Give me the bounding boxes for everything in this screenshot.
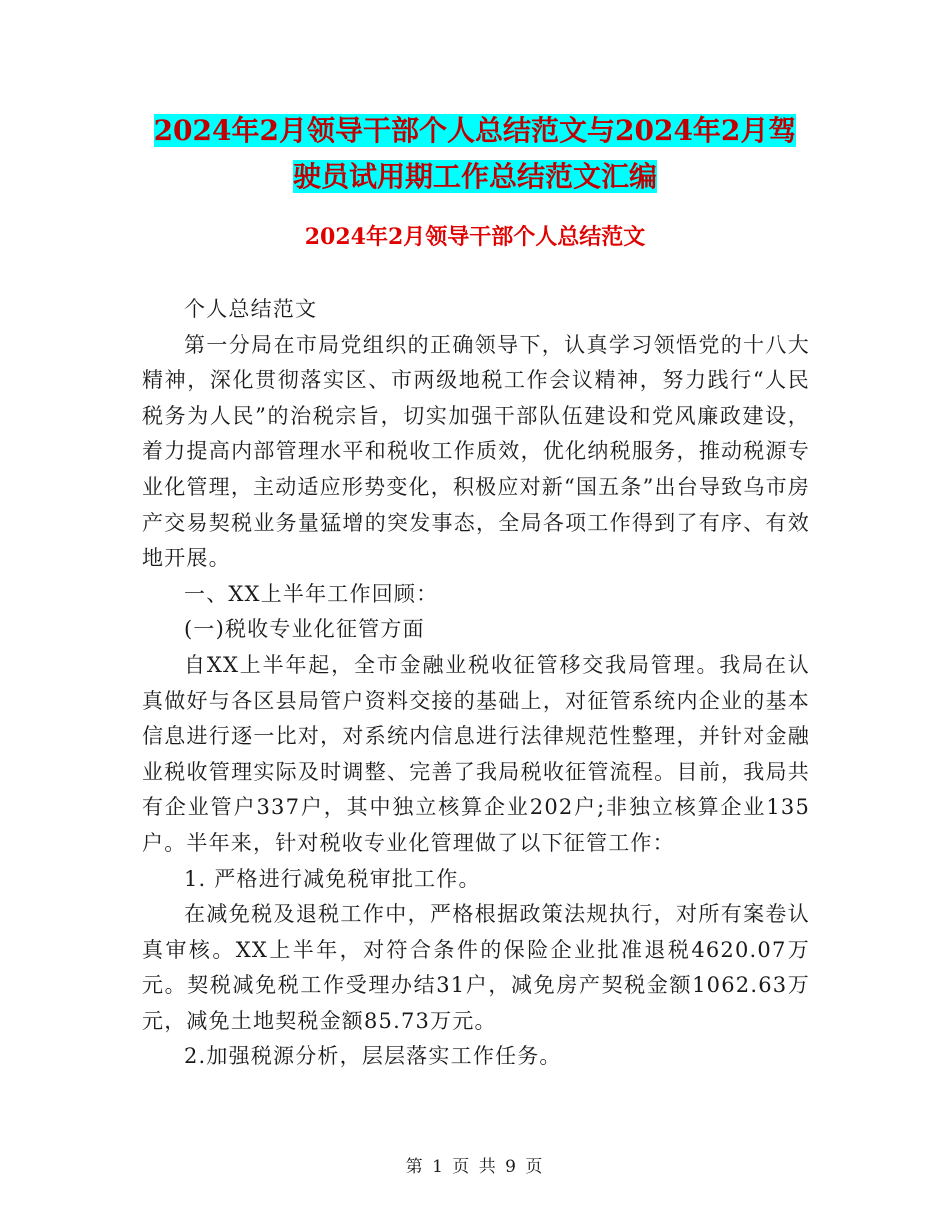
paragraph-list-item: 2.加强税源分析，层层落实工作任务。: [184, 1044, 562, 1069]
paragraph: 第一分局在市局党组织的正确领导下，认真学习领悟党的十八大精神，深化贯彻落实区、市两级地税工作会议精神，努力践行“人民税务为人民”的治税宗旨，切实加强干部队伍建设和党风廉政建设，着力提高内部管理水平和税收工作质效，优化纳税服务，推动税源专业化管理，主动适应形势变化，积极应对新“国五条”出台导致乌市房产交易契税业务量猛增的突发事态，全局各项工作得到了有序、有效地开展。: [142, 332, 810, 571]
paragraph-section-heading: 一、XX上半年工作回顾：: [184, 581, 439, 606]
document-title-highlight: 2024年2月领导干部个人总结范文与2024年2月驾驶员试用期工作总结范文汇编: [153, 114, 797, 193]
paragraph: 自XX上半年起，全市金融业税收征管移交我局管理。我局在认真做好与各区县局管户资料交接的基础上，对征管系统内企业的基本信息进行逐一比对，对系统内信息进行法律规范性整理，并针对金融业税收管理实际及时调整、完善了我局税收征管流程。目前，我局共有企业管户337户，其中独立核算企业202户;非独立核算企业135户。半年来，针对税收专业化管理做了以下征管工作：: [142, 652, 810, 855]
section-title: 2024年2月领导干部个人总结范文: [304, 224, 646, 250]
document-title: [140, 108, 810, 200]
paragraph-heading: 个人总结范文: [184, 297, 318, 321]
paragraph-list-item: 1. 严格进行减免税审批工作。: [184, 866, 481, 891]
document-body: [142, 292, 810, 1075]
page-footer: 第 1 页 共 9 页: [405, 1157, 545, 1177]
paragraph-subsection-heading: (一)税收专业化征管方面: [184, 617, 425, 642]
paragraph: 在减免税及退税工作中，严格根据政策法规执行，对所有案卷认真审核。XX上半年，对符合条件的保险企业批准退税4620.07万元。契税减免税工作受理办结31户，减免房产契税金额1062.63万元，减免土地契税金额85.73万元。: [142, 902, 810, 1033]
